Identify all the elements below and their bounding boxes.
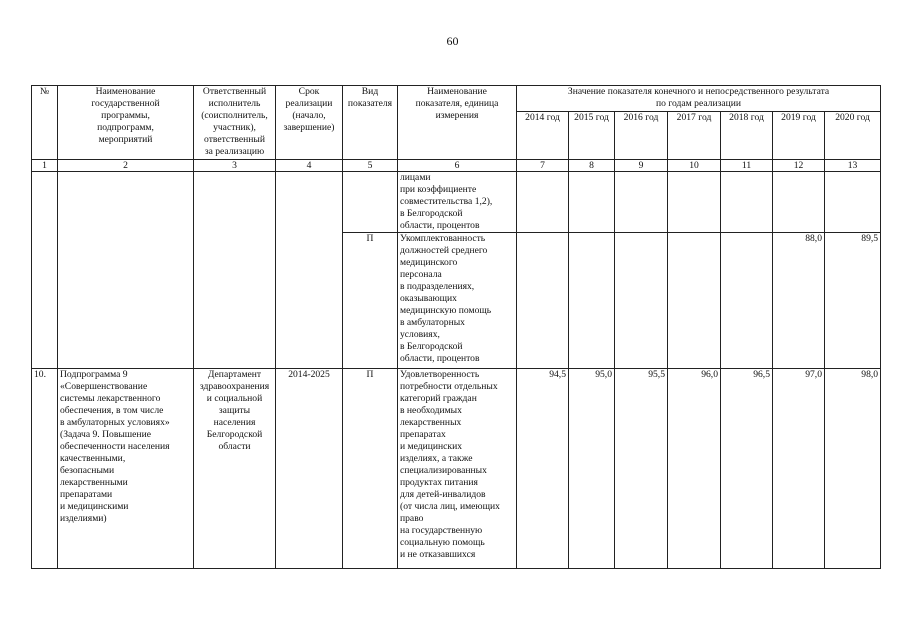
cell-name bbox=[58, 172, 194, 369]
cell-indicator: лицами при коэффициенте совместительства 1,2), в Белгородской области, процентов bbox=[398, 172, 517, 233]
header-year: 2015 год bbox=[569, 112, 615, 160]
cell-value: 97,0 bbox=[773, 369, 825, 569]
cell-value bbox=[517, 233, 569, 369]
column-number: 1 bbox=[32, 160, 58, 172]
header-indicator: Наименование показателя, единица измерения bbox=[398, 86, 517, 160]
cell-value bbox=[615, 233, 668, 369]
cell-kind bbox=[343, 172, 398, 233]
header-name: Наименование государственной программы, подпрограмм, мероприятий bbox=[58, 86, 194, 160]
cell-value: 88,0 bbox=[773, 233, 825, 369]
cell-indicator: Укомплектованность должностей среднего медицинского персонала в подразделениях, оказывающих медицинскую помощь в амбулаторных условиях, в Белгородской области, процентов bbox=[398, 233, 517, 369]
cell-value bbox=[721, 172, 773, 233]
cell-responsible bbox=[194, 172, 276, 369]
header-year: 2019 год bbox=[773, 112, 825, 160]
table-row bbox=[32, 369, 881, 569]
cell-value: 95,5 bbox=[615, 369, 668, 569]
header-responsible: Ответственный исполнитель (соисполнитель, участник), ответственный за реализацию bbox=[194, 86, 276, 160]
cell-value bbox=[668, 172, 721, 233]
table-row bbox=[32, 172, 881, 233]
column-number: 12 bbox=[773, 160, 825, 172]
cell-kind: П bbox=[343, 233, 398, 369]
header-year: 2017 год bbox=[668, 112, 721, 160]
header-kind: Вид показателя bbox=[343, 86, 398, 160]
cell-value: 95,0 bbox=[569, 369, 615, 569]
cell-value bbox=[668, 233, 721, 369]
header-term: Срок реализации (начало, завершение) bbox=[276, 86, 343, 160]
column-number: 6 bbox=[398, 160, 517, 172]
indicators-table bbox=[31, 85, 881, 569]
header-year: 2018 год bbox=[721, 112, 773, 160]
cell-value: 89,5 bbox=[825, 233, 881, 369]
cell-value: 96,5 bbox=[721, 369, 773, 569]
column-number: 3 bbox=[194, 160, 276, 172]
cell-value bbox=[517, 172, 569, 233]
column-number: 11 bbox=[721, 160, 773, 172]
cell-value bbox=[721, 233, 773, 369]
cell-term bbox=[276, 172, 343, 369]
cell-term: 2014-2025 bbox=[276, 369, 343, 569]
cell-name: Подпрограмма 9 «Совершенствование системы лекарственного обеспечения, в том числе в амбулаторных условиях» (Задача 9. Повышение обеспеченности населения качественными, безопасными лекарственными препаратами и медицинскими изделиями) bbox=[58, 369, 194, 569]
cell-kind: П bbox=[343, 369, 398, 569]
header-year: 2020 год bbox=[825, 112, 881, 160]
column-number: 10 bbox=[668, 160, 721, 172]
cell-value bbox=[773, 172, 825, 233]
header-values-group: Значение показателя конечного и непосредственного результата по годам реализации bbox=[517, 86, 881, 112]
cell-value: 94,5 bbox=[517, 369, 569, 569]
cell-value bbox=[615, 172, 668, 233]
cell-num: 10. bbox=[32, 369, 58, 569]
column-number: 9 bbox=[615, 160, 668, 172]
cell-value bbox=[569, 233, 615, 369]
cell-indicator: Удовлетворенность потребности отдельных категорий граждан в необходимых лекарственных препаратах и медицинских изделиях, а также специализированных продуктах питания для детей-инвалидов (от числа лиц, имеющих право на государственную социальную помощь и не отказавшихся bbox=[398, 369, 517, 569]
column-number: 13 bbox=[825, 160, 881, 172]
header-year: 2014 год bbox=[517, 112, 569, 160]
cell-value: 96,0 bbox=[668, 369, 721, 569]
column-number: 2 bbox=[58, 160, 194, 172]
page-number: 60 bbox=[446, 34, 459, 48]
header-num: № bbox=[32, 86, 58, 160]
cell-value bbox=[569, 172, 615, 233]
column-number: 8 bbox=[569, 160, 615, 172]
column-number: 7 bbox=[517, 160, 569, 172]
cell-value: 98,0 bbox=[825, 369, 881, 569]
cell-num bbox=[32, 172, 58, 369]
column-number: 5 bbox=[343, 160, 398, 172]
header-year: 2016 год bbox=[615, 112, 668, 160]
cell-responsible: Департамент здравоохранения и социальной защиты населения Белгородской области bbox=[194, 369, 276, 569]
column-number: 4 bbox=[276, 160, 343, 172]
cell-value bbox=[825, 172, 881, 233]
